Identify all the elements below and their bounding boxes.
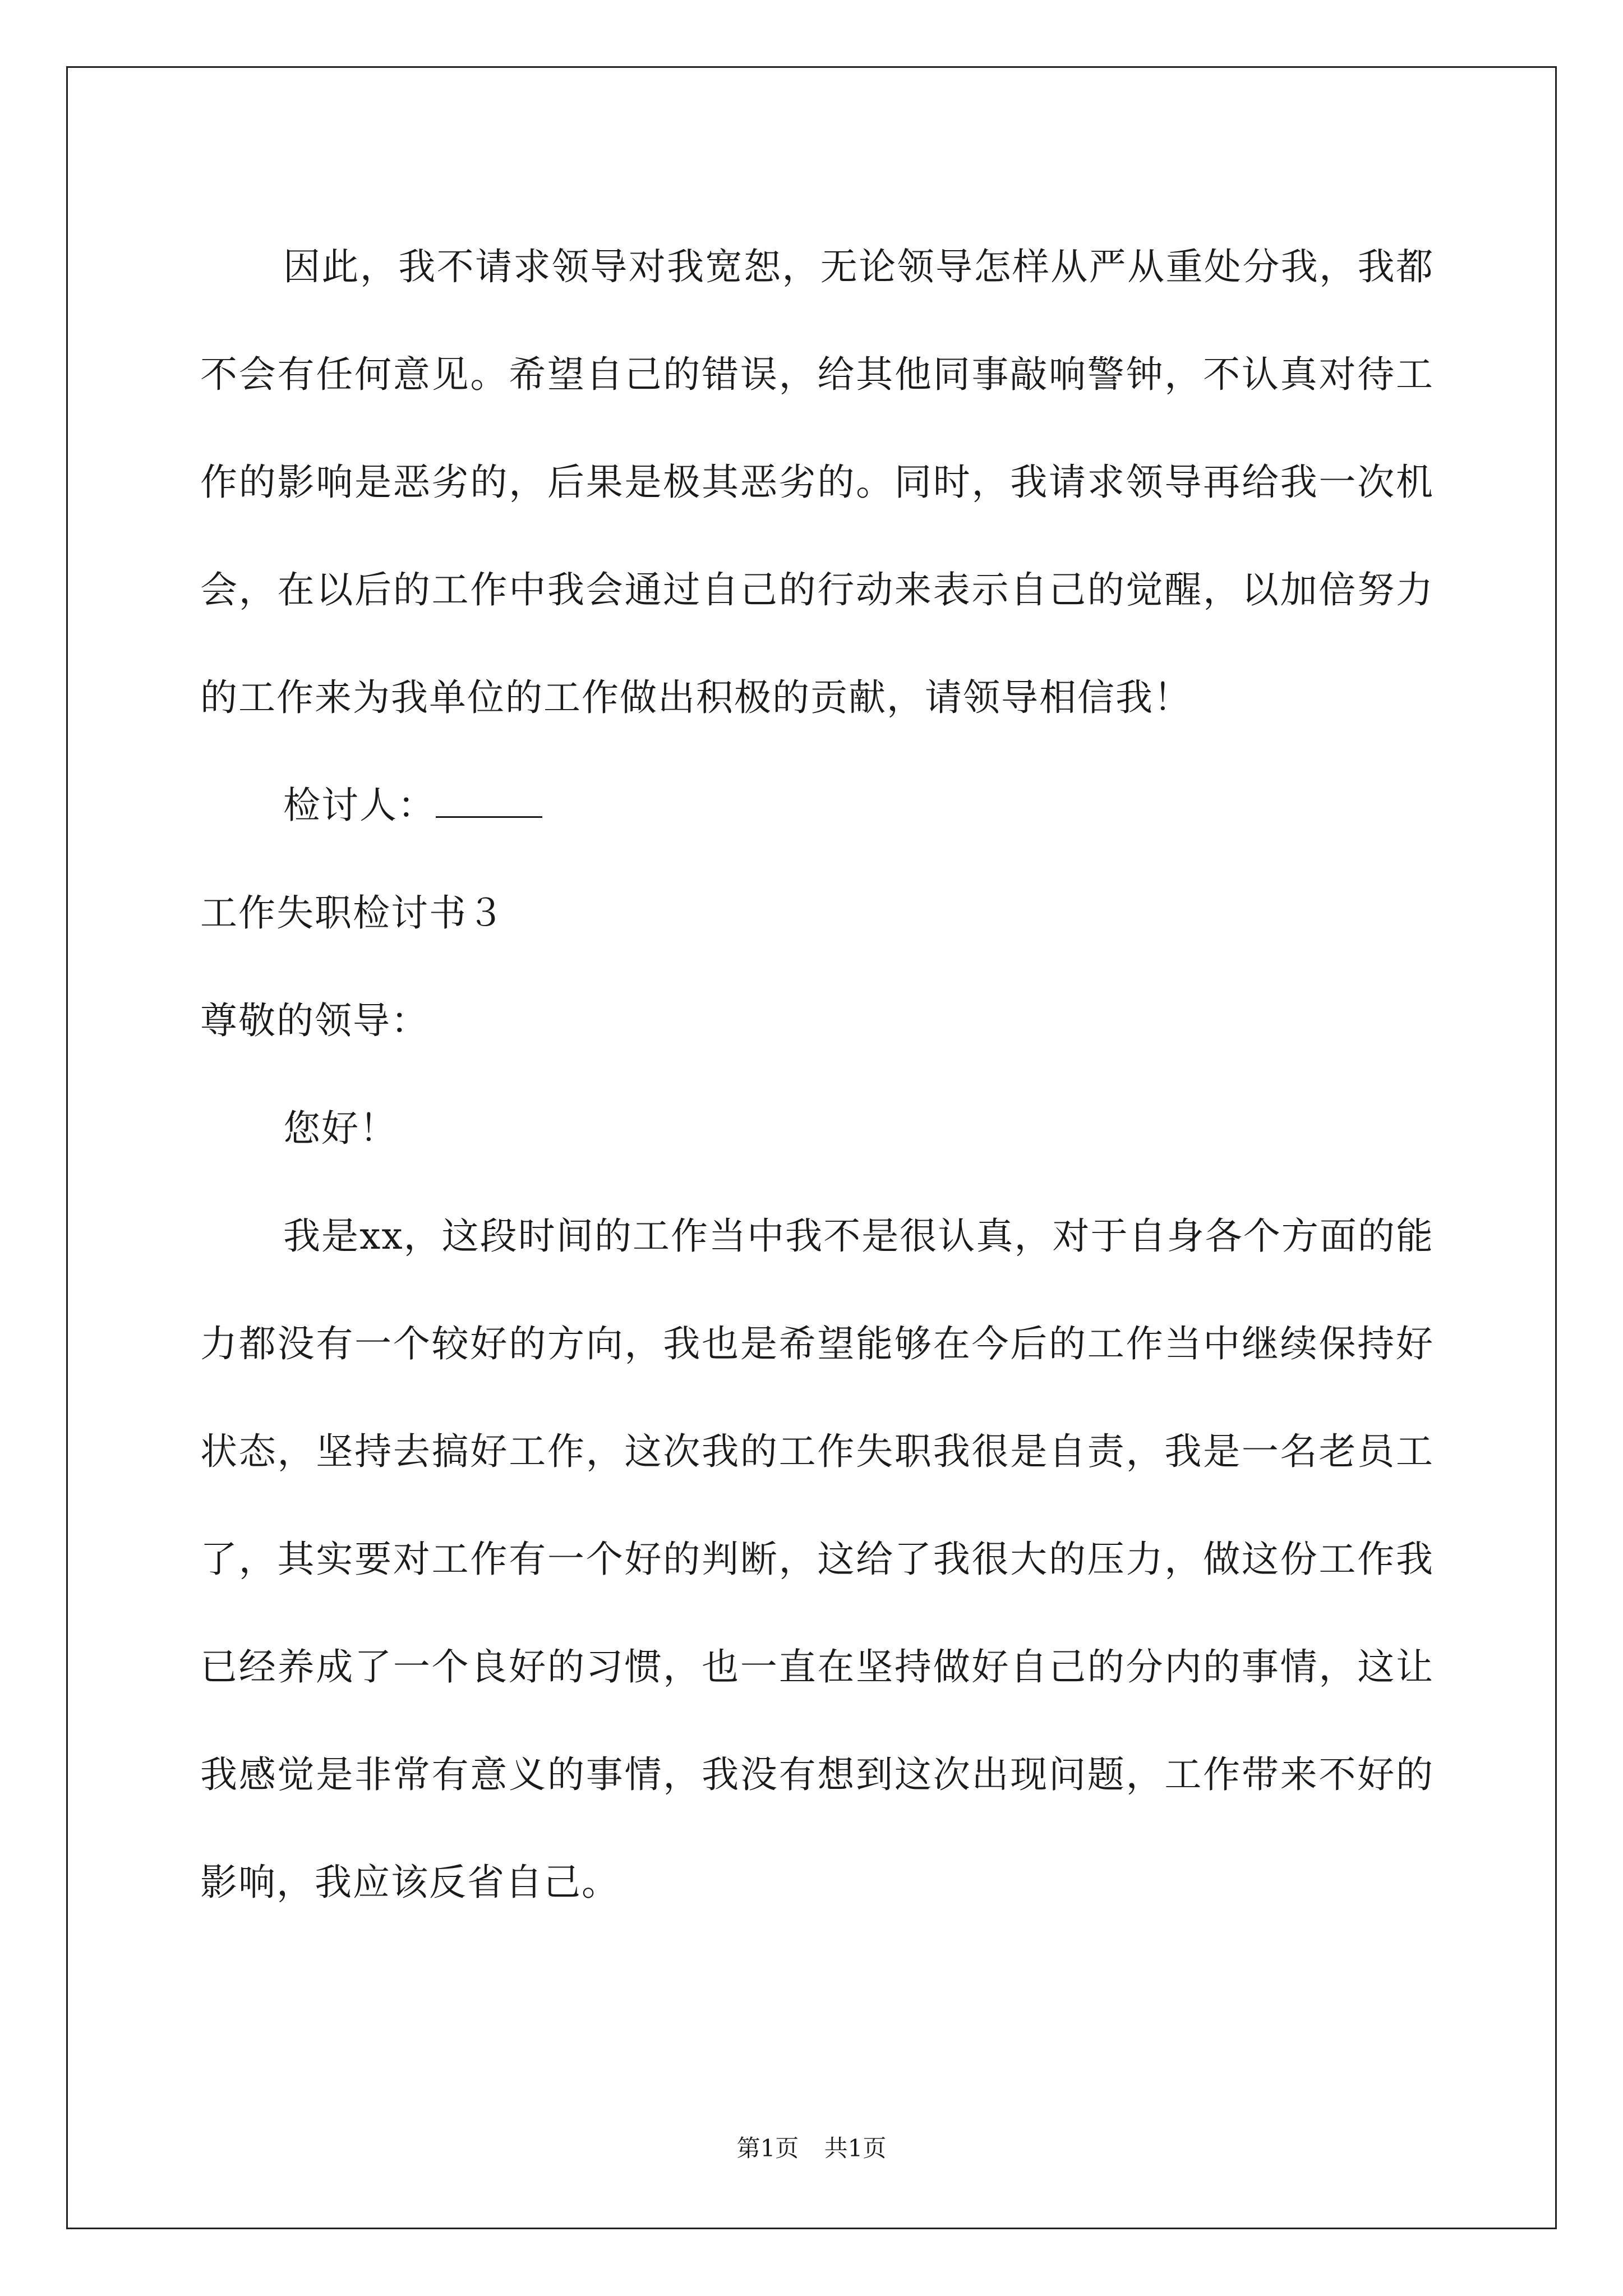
salutation: 尊敬的领导：	[200, 999, 429, 1042]
page-total: 共1页	[824, 2134, 887, 2162]
page-footer	[0, 2134, 1623, 2162]
document-body	[200, 213, 1434, 1936]
paragraph-body: 我是xx，这段时间的工作当中我不是很认真，对于自身各个方面的能力都没有一个较好的方向，我也是希望能够在今后的工作当中继续保持好状态，坚持去搞好工作，这次我的工作失职我很是自责，我是一名老员工了，其实要对工作有一个好的判断，这给了我很大的压力，做这份工作我已经养成了一个良好的习惯，也一直在坚持做好自己的分内的事情，这让我感觉是非常有意义的事情，我没有想到这次出现问题，工作带来不好的影响，我应该反省自己。	[200, 1214, 1434, 1904]
greeting: 您好！	[283, 1107, 398, 1150]
signature-blank	[436, 784, 542, 818]
section-title: 工作失职检讨书３	[200, 891, 505, 935]
signature-line	[200, 752, 1434, 859]
signature-label: 检讨人：	[283, 784, 436, 827]
page-number: 第1页	[736, 2134, 799, 2162]
paragraph-apology: 因此，我不请求领导对我宽恕，无论领导怎样从严从重处分我，我都不会有任何意见。希望自己的错误，给其他同事敲响警钟，不认真对待工作的影响是恶劣的，后果是极其恶劣的。同时，我请求领导再给我一次机会，在以后的工作中我会通过自己的行动来表示自己的觉醒，以加倍努力的工作来为我单位的工作做出积极的贡献，请领导相信我！	[200, 245, 1434, 719]
